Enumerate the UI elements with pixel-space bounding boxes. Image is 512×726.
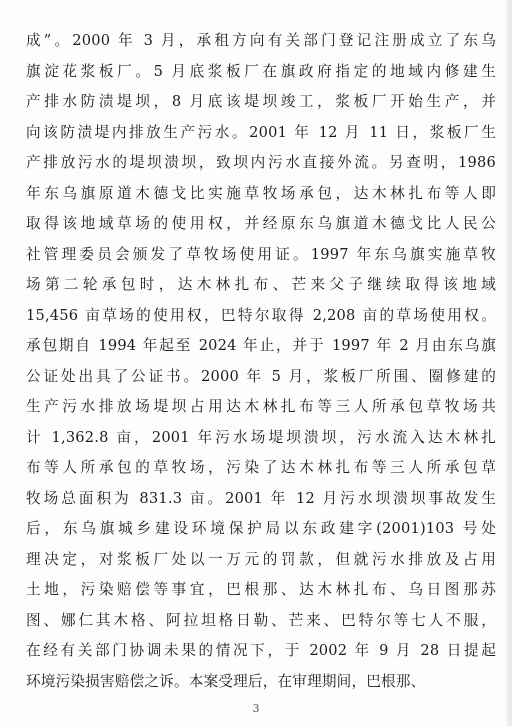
- text-line: 向该防渍堤内排放生产污水。2001 年 12 月 11 日，浆板厂生: [26, 123, 496, 141]
- text-line: 旗淀花浆板厂。5 月底浆板厂在旗政府指定的地域内修建生: [26, 62, 496, 80]
- text-line: 在经有关部门协调未果的情况下，于 2002 年 9 月 28 日提起: [26, 642, 496, 659]
- text-line: 环境污染损害赔偿之诉。本案受理后，在审理期间，巴根那、: [26, 672, 426, 690]
- text-line: 牧场总面积为 831.3 亩。2001 年 12 月污水坝溃坝事故发生: [26, 489, 496, 507]
- text-line: 生产污水排放场堤坝占用达木林扎布等三人所承包草牧场共: [26, 398, 496, 415]
- text-line: 社管理委员会颁发了草牧场使用证。1997 年东乌旗实施草牧: [26, 245, 496, 263]
- text-line: 取得该地域草场的使用权，并经原东乌旗道木德戈比人民公: [26, 215, 496, 232]
- scan-edge-shadow: [506, 0, 512, 726]
- text-line: 图、娜仁其木格、阿拉坦格日勒、芒来、巴特尔等七人不服，: [26, 611, 496, 629]
- text-line: 土地，污染赔偿等事宜，巴根那、达木林扎布、乌日图那苏: [26, 581, 496, 598]
- text-line: 产排放污水的堤坝溃坝，致坝内污水直接外流。另查明，1986: [26, 154, 496, 171]
- text-line: 计 1,362.8 亩，2001 年污水场堤坝溃坝，污水流入达木林扎: [26, 428, 496, 446]
- text-line: 理决定，对浆板厂处以一万元的罚款，但就污水排放及占用: [26, 550, 496, 568]
- text-line: 后，东乌旗城乡建设环境保护局以东政建字(2001)103 号处: [26, 520, 496, 537]
- text-line: 布等人所承包的草牧场，污染了达木林扎布等三人所承包草: [26, 459, 496, 476]
- text-line: 成”。2000 年 3 月，承租方向有关部门登记注册成立了东乌: [26, 32, 496, 49]
- text-line: 年东乌旗原道木德戈比实施草牧场承包，达木林扎布等人即: [26, 184, 496, 202]
- text-line: 场第二轮承包时，达木林扎布、芒来父子继续取得该地域: [26, 276, 496, 293]
- text-line: 公证处出具了公证书。2000 年 5 月，浆板厂所围、圈修建的: [26, 367, 496, 385]
- text-line: 15,456 亩草场的使用权，巴特尔取得 2,208 亩的草场使用权。: [26, 306, 496, 324]
- body-text: [26, 26, 496, 697]
- text-line: 承包期自 1994 年起至 2024 年止，并于 1997 年 2 月由东乌旗: [26, 337, 496, 354]
- page-number: 3: [252, 702, 260, 715]
- text-line: 产排水防渍堤坝，8 月底该堤坝竣工，浆板厂开始生产，并: [26, 93, 496, 110]
